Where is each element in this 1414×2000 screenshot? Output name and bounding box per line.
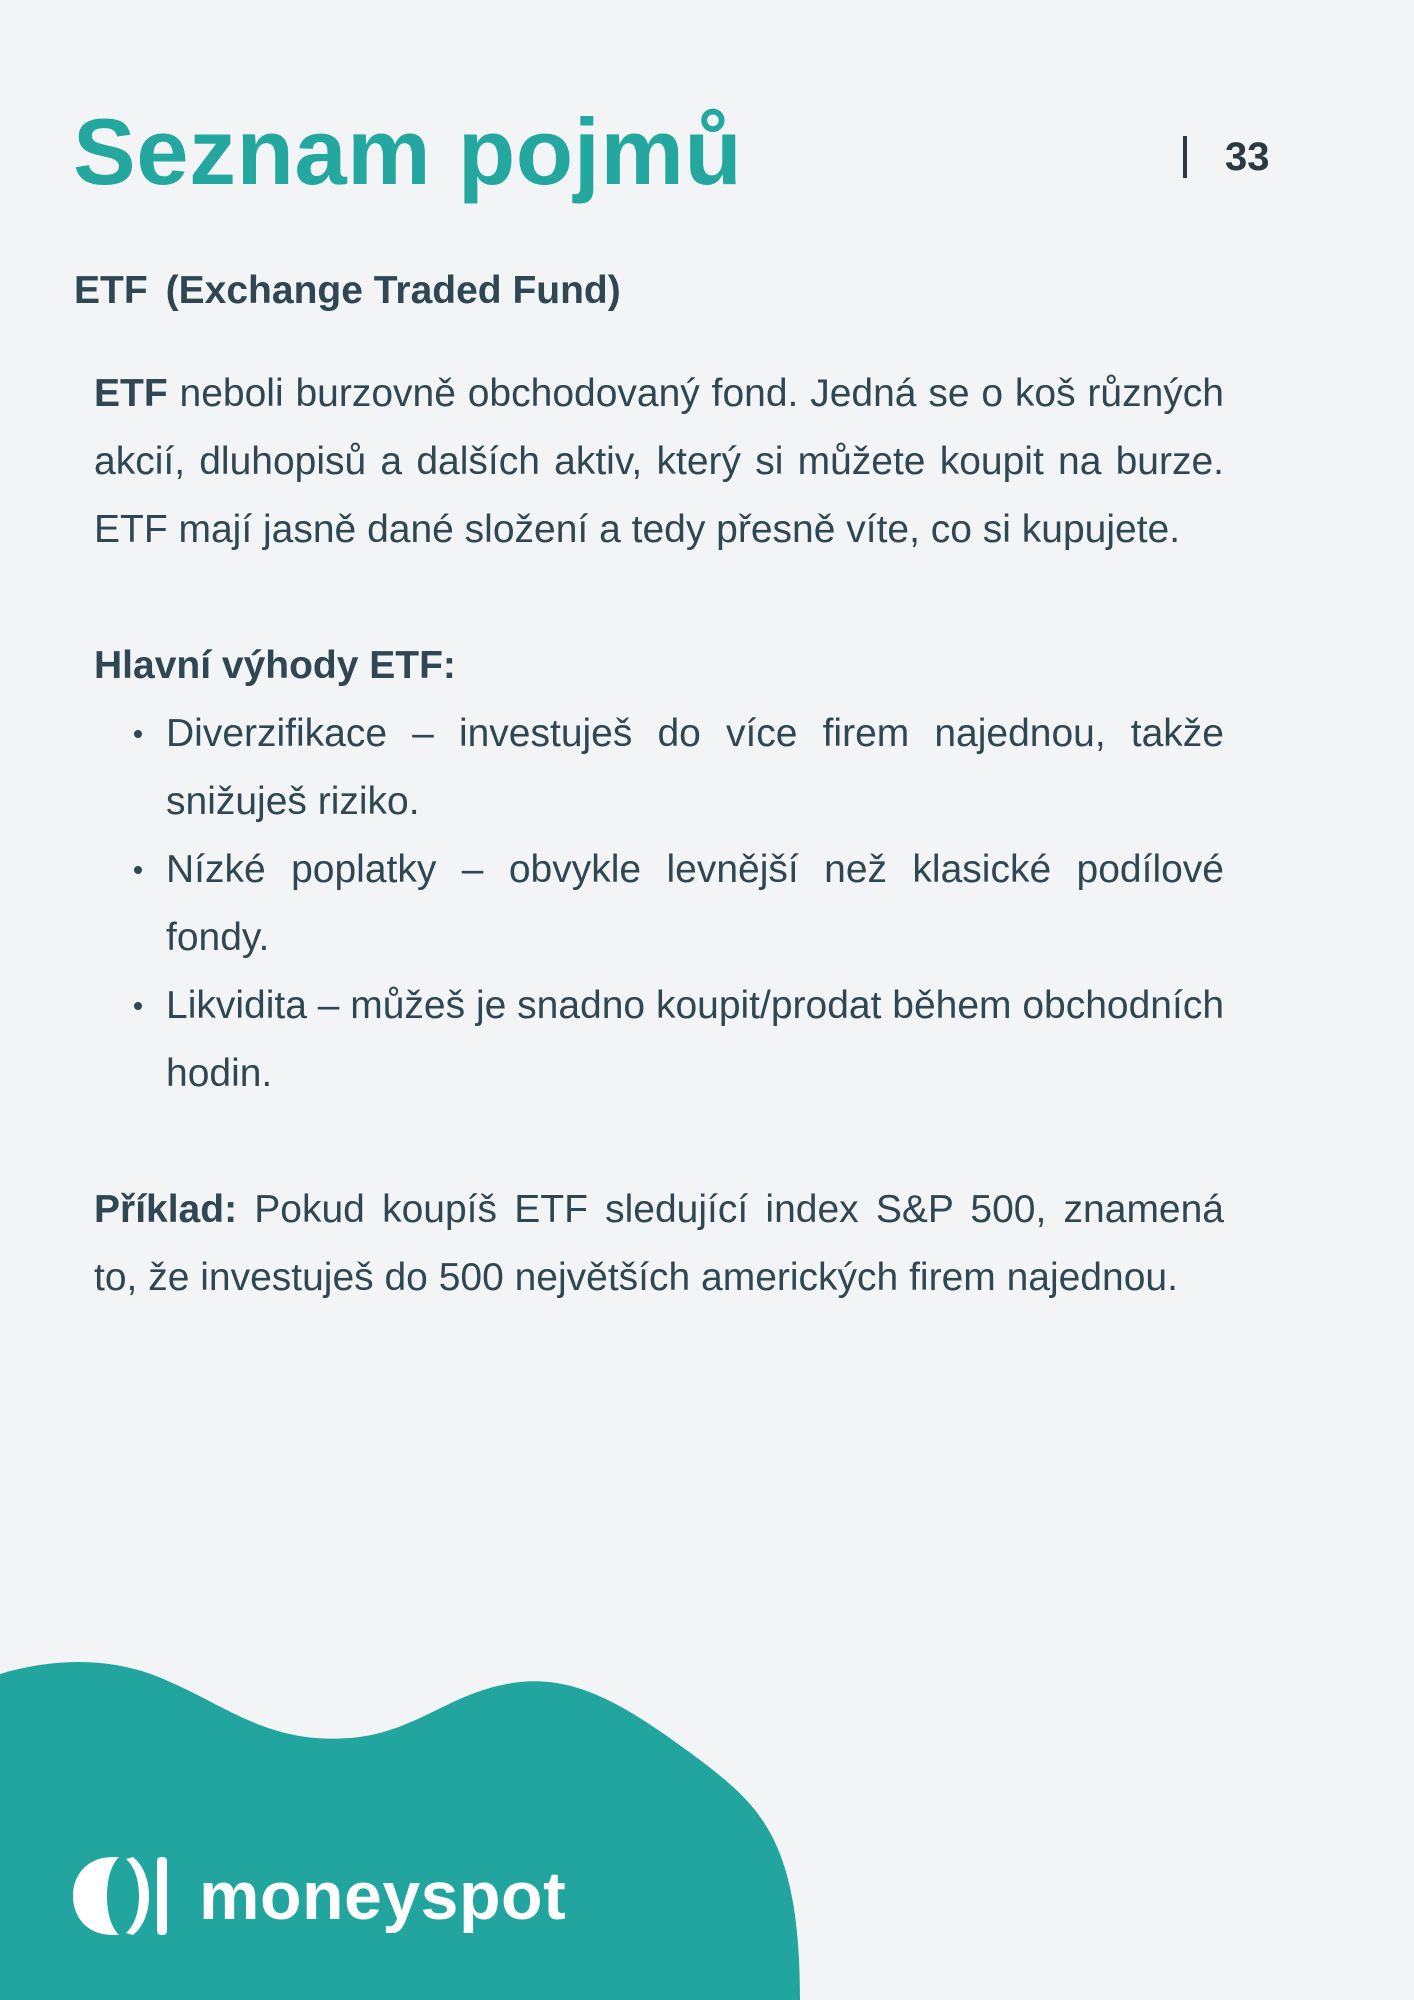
page-number-block [1183,136,1270,178]
term-heading [74,268,621,315]
term-definition-text: neboli burzovně obchodovaný fond. Jedná se o koš různých akcií, dluhopisů a dalších aktiv, který si můžete koupit na burze. ETF mají jasně dané složení a tedy přesně víte, co si kupujete. [94,372,1224,551]
page-number-divider [1183,136,1187,178]
footer-wave-shape [0,1660,1414,2000]
example-text: Pokud koupíš ETF sledující index S&P 500, znamená to, že investuješ do 500 největších amerických firem najednou. [94,1188,1224,1299]
brand-name: moneyspot [199,1858,567,1934]
term-content [94,360,1224,1312]
moneyspot-logo-icon [73,1855,169,1937]
term-definition [94,360,1224,564]
page-number: 33 [1225,135,1270,179]
term-definition-lead: ETF [94,372,168,415]
advantages-list [94,700,1224,1108]
list-item: Diverzifikace – investuješ do více firem najednou, takže snižuješ riziko. [166,700,1224,836]
term-abbreviation: ETF [74,269,148,312]
term-full-name: (Exchange Traded Fund) [165,269,621,312]
page-title: Seznam pojmů [73,99,743,204]
example-label: Příklad: [94,1188,238,1231]
list-item: Likvidita – můžeš je snadno koupit/prodat během obchodních hodin. [166,972,1224,1108]
example-paragraph [94,1176,1224,1312]
list-item: Nízké poplatky – obvykle levnější než klasické podílové fondy. [166,836,1224,972]
advantages-heading: Hlavní výhody ETF: [94,644,456,687]
brand-logo [73,1855,566,1937]
